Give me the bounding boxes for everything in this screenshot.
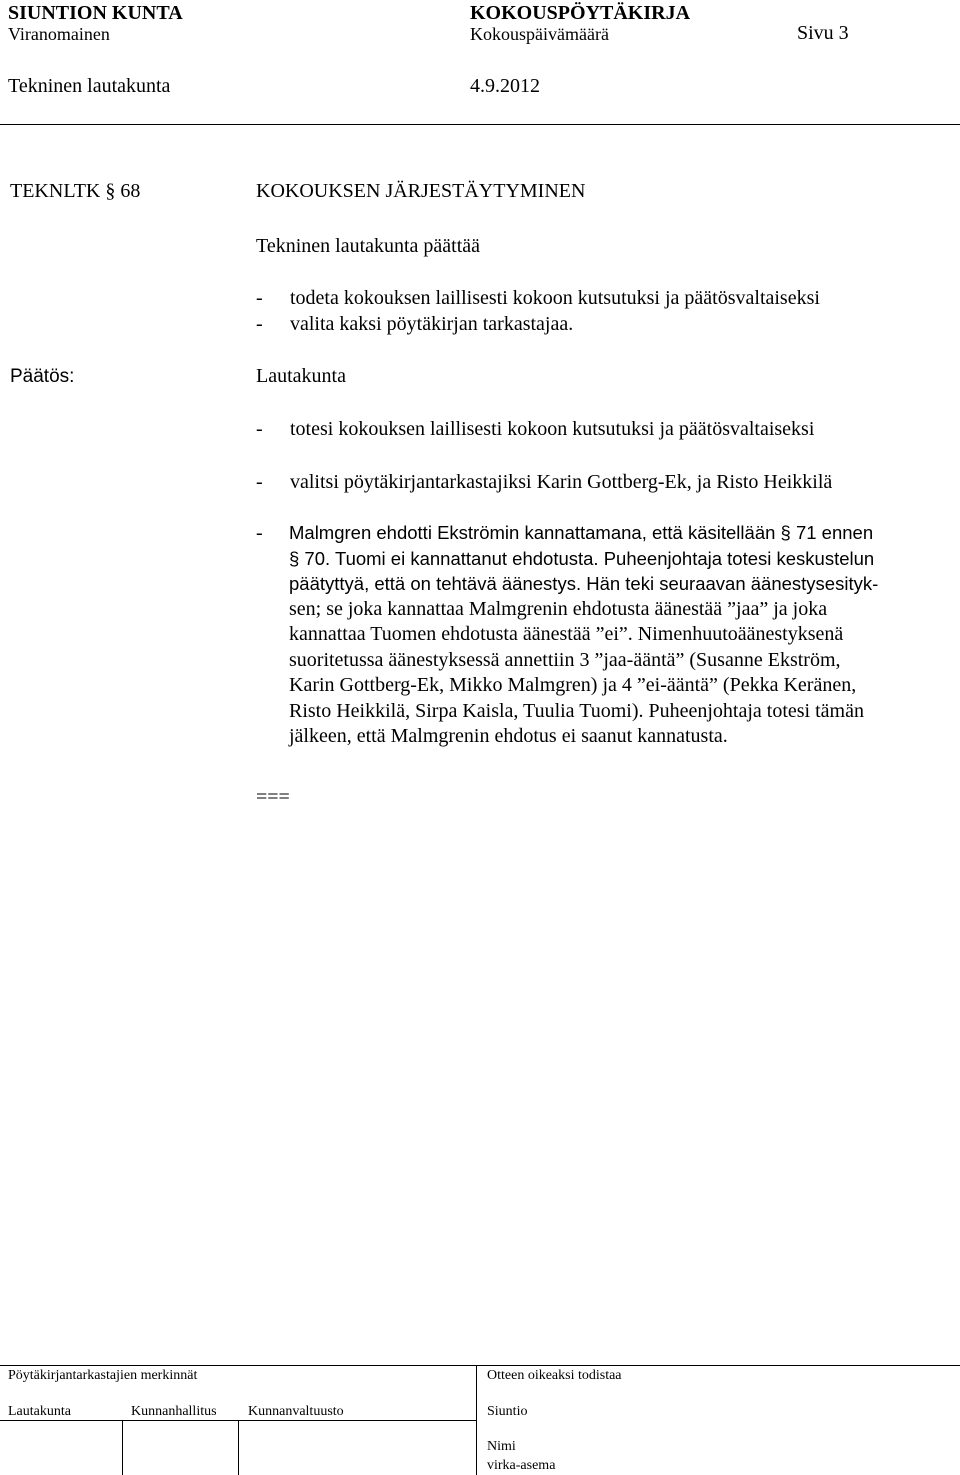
name-label: Nimi	[487, 1439, 516, 1454]
footer-top-rule	[0, 1365, 960, 1366]
decision-label: Päätös:	[10, 366, 75, 387]
paragraph-line: § 70. Tuomi ei kannattanut ehdotusta. Puheenjohtaja totesi keskustelun	[289, 547, 875, 569]
col-kunnanvaltuusto: Kunnanvaltuusto	[248, 1404, 344, 1419]
decision-paragraph	[289, 520, 949, 750]
decision-item-dash: -	[256, 471, 263, 493]
paragraph-line: Malmgren ehdotti Ekströmin kannattamana, että käsitellään § 71 ennen	[289, 522, 874, 543]
header-divider	[0, 124, 960, 125]
meeting-date-label: Kokouspäivämäärä	[470, 24, 609, 44]
document-type: KOKOUSPÖYTÄKIRJA	[470, 2, 691, 24]
decision-item: totesi kokouksen laillisesti kokoon kutsutuksi ja päätösvaltaiseksi	[290, 418, 815, 440]
end-marker: ===	[256, 786, 290, 808]
footer-col-sep-2	[238, 1420, 239, 1475]
meeting-date: 4.9.2012	[470, 75, 540, 97]
paragraph-line: päätyttyä, että on tehtävä äänestys. Hän teki seuraavan äänestysesityk-	[289, 573, 879, 594]
page-number: Sivu 3	[797, 22, 849, 44]
certified-label: Otteen oikeaksi todistaa	[487, 1368, 622, 1383]
decision-item-dash: -	[256, 418, 263, 440]
paragraph-line: Karin Gottberg-Ek, Mikko Malmgren) ja 4 ”ei-ääntä” (Pekka Keränen,	[289, 674, 857, 696]
proposal-item: todeta kokouksen laillisesti kokoon kutsutuksi ja päätösvaltaiseksi	[290, 287, 820, 309]
decision-item-dash: -	[256, 522, 263, 544]
proposal-item: valita kaksi pöytäkirjan tarkastajaa.	[290, 313, 574, 335]
paragraph-line: sen; se joka kannattaa Malmgrenin ehdotusta äänestää ”jaa” ja joka	[289, 597, 828, 620]
paragraph-line: Risto Heikkilä, Sirpa Kaisla, Tuulia Tuomi). Puheenjohtaja totesi tämän	[289, 699, 864, 722]
col-kunnanhallitus: Kunnanhallitus	[131, 1404, 217, 1419]
footer-divider-vertical	[476, 1365, 477, 1475]
proposal-intro: Tekninen lautakunta päättää	[256, 235, 481, 257]
proposal-item-dash: -	[256, 313, 263, 335]
section-code: TEKNLTK § 68	[10, 180, 141, 202]
decision-item: valitsi pöytäkirjantarkastajiksi Karin Gottberg-Ek, ja Risto Heikkilä	[290, 471, 833, 493]
inspectors-label: Pöytäkirjantarkastajien merkinnät	[8, 1368, 198, 1383]
section-title: KOKOUKSEN JÄRJESTÄYTYMINEN	[256, 180, 586, 202]
col-lautakunta: Lautakunta	[8, 1404, 71, 1419]
proposal-item-dash: -	[256, 287, 263, 309]
paragraph-line: jälkeen, että Malmgrenin ehdotus ei saanut kannatusta.	[289, 725, 728, 747]
position-label: virka-asema	[487, 1458, 556, 1473]
footer-col-sep-1	[122, 1420, 123, 1475]
authority-name: Tekninen lautakunta	[8, 75, 171, 97]
decision-intro: Lautakunta	[256, 365, 346, 387]
municipality-name: SIUNTION KUNTA	[8, 2, 183, 24]
paragraph-line: suoritetussa äänestyksessä annettiin 3 ”jaa-ääntä” (Susanne Ekström,	[289, 648, 841, 671]
paragraph-line: kannattaa Tuomen ehdotusta äänestää ”ei”. Nimenhuutoäänestyksenä	[289, 623, 844, 645]
authority-label: Viranomainen	[8, 24, 110, 44]
place-label: Siuntio	[487, 1404, 528, 1419]
